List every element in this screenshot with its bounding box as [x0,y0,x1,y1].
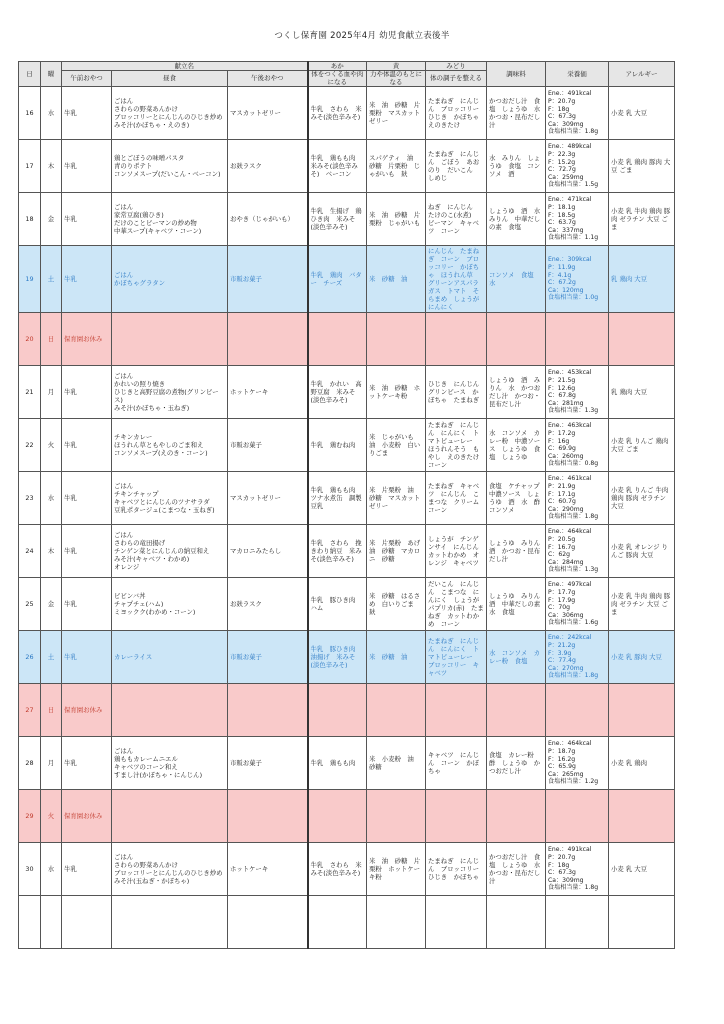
ki-cell: スパゲティ 油 砂糖 片栗粉 じゃがいも 麸 [367,140,426,193]
weekday-cell: 金 [41,193,62,246]
weekday-cell: 火 [41,419,62,472]
allergy-cell: 小麦 乳 牛肉 鶏肉 豚肉 ゼラチン 大豆 ごま [609,578,675,631]
day-cell: 26 [19,631,41,684]
day-cell: 25 [19,578,41,631]
nutrition-cell: Ene.：489kcal P：22.3g F：15.2g C：72.7g Ca：259mg 食塩相当量：1.5g [546,140,609,193]
seasoning-cell: 水 みりん しょうゆ 食塩 コンソメ 酒 [487,140,546,193]
table-row [19,843,675,896]
midori-cell: たまねぎ にんじん ごぼう あおのり だいこん しめじ [426,140,487,193]
midori-cell: たまねぎ にんじん ブロッコリー ひじき かぼちゃ [426,843,487,896]
morning-cell: 牛乳 [62,87,112,140]
aka-cell: 牛乳 鶏むね肉 [308,419,367,472]
seasoning-cell [487,790,546,843]
weekday-cell: 水 [41,87,62,140]
empty-cell [546,896,609,949]
aka-cell: 牛乳 さわら 米みそ(淡色辛みそ) [308,87,367,140]
weekday-cell: 火 [41,790,62,843]
nutrition-cell: Ene.：463kcal P：17.2g F：16g C：69.9g Ca：260mg 食塩相当量：0.8g [546,419,609,472]
allergy-cell: 乳 鶏肉 大豆 [609,246,675,313]
menu-table [18,61,675,949]
afternoon-cell: ホットケーキ [228,843,308,896]
midori-cell [426,313,487,366]
midori-cell: ねぎ にんじん たけのこ(水煮) ピーマン キャベツ コーン [426,193,487,246]
weekday-cell: 土 [41,246,62,313]
lunch-cell: ごはん かぼちゃグラタン [112,246,228,313]
header-aka-sub: 体をつくる血や肉になる [308,71,367,87]
weekday-cell: 月 [41,737,62,790]
afternoon-cell: お麸ラスク [228,578,308,631]
aka-cell [308,684,367,737]
afternoon-cell: マスカットゼリー [228,472,308,525]
day-cell: 23 [19,472,41,525]
aka-cell [308,313,367,366]
afternoon-cell: おやき（じゃがいも） [228,193,308,246]
empty-cell [112,896,228,949]
morning-cell: 保育園お休み [62,684,112,737]
midori-cell: たまねぎ キャベツ にんじん こまつな クリームコーン [426,472,487,525]
lunch-cell: ごはん チキンチャップ キャベツとにんじんのツナサラダ 豆乳ポタージュ(こまつな・玉ねぎ) [112,472,228,525]
empty-cell [41,896,62,949]
day-cell: 19 [19,246,41,313]
allergy-cell: 小麦 乳 オレンジ りんご 豚肉 大豆 [609,525,675,578]
lunch-cell: ごはん さわらの野菜あんかけ ブロッコリーとにんじんのひじき炒め みそ汁(玉ねぎ・かぼちゃ) [112,843,228,896]
nutrition-cell: Ene.：464kcal P：20.5g F：16.7g C：62g Ca：284mg 食塩相当量：1.3g [546,525,609,578]
empty-cell [367,896,426,949]
table-row [19,684,675,737]
morning-cell: 保育園お休み [62,790,112,843]
lunch-cell: カレーライス [112,631,228,684]
lunch-cell: ごはん さわらの野菜あんかけ ブロッコリーとにんじんのひじき炒め みそ汁(かぼちゃ・えのき) [112,87,228,140]
ki-cell [367,313,426,366]
seasoning-cell: かつおだし汁 食塩 しょうゆ 水 かつお・昆布だし汁 [487,87,546,140]
day-cell: 17 [19,140,41,193]
header-day: 日 [19,62,41,87]
weekday-cell: 土 [41,631,62,684]
midori-cell: しょうが チンゲンサイ にんじん カットわかめ オレンジ キャベツ [426,525,487,578]
ki-cell [367,790,426,843]
weekday-cell: 木 [41,525,62,578]
aka-cell: 牛乳 鶏もも肉 ツナ水煮缶 調製豆乳 [308,472,367,525]
allergy-cell [609,313,675,366]
day-cell: 20 [19,313,41,366]
allergy-cell: 小麦 乳 大豆 [609,87,675,140]
allergy-cell: 小麦 乳 牛肉 鶏肉 豚肉 ゼラチン 大豆 ごま [609,193,675,246]
day-cell: 24 [19,525,41,578]
afternoon-cell: マスカットゼリー [228,87,308,140]
ki-cell: 米 砂糖 油 [367,246,426,313]
morning-cell: 牛乳 [62,525,112,578]
midori-cell: たまねぎ にんじん にんにく トマトピューレー ブロッコリー キャベツ [426,631,487,684]
day-cell: 30 [19,843,41,896]
midori-cell: キャベツ にんじん コーン かぼちゃ [426,737,487,790]
table-row-empty [19,896,675,949]
seasoning-cell: 食塩 カレー粉 酢 しょうゆ かつおだし汁 [487,737,546,790]
allergy-cell: 小麦 乳 豚肉 大豆 [609,631,675,684]
table-row [19,790,675,843]
header-seasoning: 調味料 [487,62,546,87]
header-lunch: 昼食 [112,71,228,87]
day-cell: 16 [19,87,41,140]
allergy-cell: 乳 鶏肉 大豆 [609,366,675,419]
nutrition-cell: Ene.：453kcal P：21.5g F：12.6g C：67.8g Ca：281mg 食塩相当量：1.3g [546,366,609,419]
midori-cell [426,790,487,843]
header-ki: 黄 [367,62,426,71]
header-morning: 午前おやつ [62,71,112,87]
table-row [19,578,675,631]
aka-cell: 牛乳 豚ひき肉 油揚げ 米みそ(淡色辛みそ) [308,631,367,684]
lunch-cell: ビビンバ丼 チャプチェ(ハム) ミヨックク(わかめ・コーン) [112,578,228,631]
empty-cell [487,896,546,949]
seasoning-cell: しょうゆ みりん 酒 中華だしの素 水 食塩 [487,578,546,631]
midori-cell: たまねぎ にんじん ブロッコリー ひじき かぼちゃ えのきたけ [426,87,487,140]
day-cell: 27 [19,684,41,737]
midori-cell: たまねぎ にんじん にんにく トマトピューレー ほうれんそう もやし えのきたけ コーン [426,419,487,472]
seasoning-cell [487,313,546,366]
header-midori: みどり [426,62,487,71]
afternoon-cell [228,790,308,843]
day-cell: 22 [19,419,41,472]
ki-cell: 米 油 砂糖 片栗粉 じゃがいも [367,193,426,246]
table-row [19,472,675,525]
seasoning-cell: コンソメ 食塩 水 [487,246,546,313]
morning-cell: 牛乳 [62,843,112,896]
header-afternoon: 午後おやつ [228,71,308,87]
afternoon-cell: 市販お菓子 [228,419,308,472]
aka-cell [308,790,367,843]
weekday-cell: 水 [41,843,62,896]
ki-cell: 米 油 砂糖 片栗粉 マスカットゼリー [367,87,426,140]
morning-cell: 牛乳 [62,631,112,684]
seasoning-cell: しょうゆ 酒 水 みりん 中華だしの素 食塩 [487,193,546,246]
nutrition-cell: Ene.：497kcal P：17.7g F：17.9g C：70g Ca：306mg 食塩相当量：1.6g [546,578,609,631]
ki-cell: 米 片栗粉 あげ油 砂糖 マカロニ 砂糖 [367,525,426,578]
empty-cell [228,896,308,949]
afternoon-cell: 市販お菓子 [228,631,308,684]
nutrition-cell [546,313,609,366]
nutrition-cell: Ene.：242kcal P：21.2g F：3.9g C：77.4g Ca：270mg 食塩相当量：1.8g [546,631,609,684]
morning-cell: 牛乳 [62,366,112,419]
page-title: つくし保育園 2025年4月 幼児食献立表後半 [274,31,450,41]
lunch-cell: ごはん 家常豆腐(鶏ひき) だけのことピーマンの炒め物 中華スープ(キャベツ・コーン) [112,193,228,246]
header-midori-sub: 体の調子を整える [426,71,487,87]
allergy-cell: 小麦 乳 りんご 牛肉 鶏肉 豚肉 ゼラチン 大豆 [609,472,675,525]
nutrition-cell: Ene.：471kcal P：18.1g F：18.5g C：63.7g Ca：337mg 食塩相当量：1.1g [546,193,609,246]
weekday-cell: 日 [41,684,62,737]
aka-cell: 牛乳 さわら 挽きわり納豆 米みそ(淡色辛みそ) [308,525,367,578]
table-row [19,631,675,684]
empty-cell [62,896,112,949]
table-row [19,313,675,366]
lunch-cell: ごはん かれいの照り焼き ひじきと高野豆腐の煮物(グリンピース) みそ汁(かぼちゃ・玉ねぎ) [112,366,228,419]
header-nutrition: 栄養価 [546,62,609,87]
seasoning-cell: 食塩 ケチャップ 中濃ソース しょうゆ 酒 水 酢 コンソメ [487,472,546,525]
lunch-cell: 鶏とごぼうの味噌パスタ 青のりポテト コンソメスープ(だいこん・ベーコン) [112,140,228,193]
afternoon-cell [228,313,308,366]
lunch-cell: ごはん さわらの竜田揚げ チンゲン菜とにんじんの納豆和え みそ汁(キャベツ・わかめ) オレンジ [112,525,228,578]
ki-cell: 米 砂糖 油 [367,631,426,684]
lunch-cell: ごはん 鶏ももカレームニエル キャベツのコーン和え すまし汁(かぼちゃ・にんじん) [112,737,228,790]
morning-cell: 牛乳 [62,246,112,313]
morning-cell: 牛乳 [62,737,112,790]
lunch-cell [112,790,228,843]
nutrition-cell: Ene.：461kcal P：21.9g F：17.1g C：60.7g Ca：290mg 食塩相当量：1.8g [546,472,609,525]
lunch-cell: チキンカレー ほうれん草ともやしのごま和え コンソメスープ(えのき・コーン) [112,419,228,472]
afternoon-cell: 市販お菓子 [228,246,308,313]
nutrition-cell [546,790,609,843]
ki-cell [367,684,426,737]
afternoon-cell [228,684,308,737]
table-row [19,87,675,140]
table-row [19,366,675,419]
empty-cell [308,896,367,949]
midori-cell: にんじん たまねぎ コーン ブロッコリー かぼちゃ ほうれん草 グリーンアスパラガス トマト そらまめ しょうが にんにく [426,246,487,313]
ki-cell: 米 小麦粉 油 砂糖 [367,737,426,790]
nutrition-cell: Ene.：491kcal P：20.7g F：18g C：67.3g Ca：309mg 食塩相当量：1.8g [546,843,609,896]
table-row [19,419,675,472]
weekday-cell: 日 [41,313,62,366]
morning-cell: 牛乳 [62,578,112,631]
ki-cell: 米 油 砂糖 ホットケーキ粉 [367,366,426,419]
weekday-cell: 金 [41,578,62,631]
day-cell: 21 [19,366,41,419]
empty-cell [19,896,41,949]
weekday-cell: 月 [41,366,62,419]
morning-cell: 保育園お休み [62,313,112,366]
afternoon-cell: 市販お菓子 [228,737,308,790]
nutrition-cell: Ene.：464kcal P：18.7g F：16.2g C：65.9g Ca：265mg 食塩相当量：1.2g [546,737,609,790]
midori-cell: だいこん にんじん こまつな にんにく しょうが パプリカ(赤) たまねぎ カットわかめ コーン [426,578,487,631]
ki-cell: 米 砂糖 はるさめ 白いりごま 麸 [367,578,426,631]
ki-cell: 米 片栗粉 油 砂糖 マスカットゼリー [367,472,426,525]
weekday-cell: 水 [41,472,62,525]
table-row [19,525,675,578]
morning-cell: 牛乳 [62,193,112,246]
header-weekday: 曜 [41,62,62,87]
afternoon-cell: お麸ラスク [228,140,308,193]
empty-cell [609,896,675,949]
day-cell: 18 [19,193,41,246]
midori-cell [426,684,487,737]
seasoning-cell: 水 コンソメ カレー粉 食塩 [487,631,546,684]
header-allergy: アレルギー [609,62,675,87]
aka-cell: 牛乳 鶏肉 バター チーズ [308,246,367,313]
seasoning-cell: 水 コンソメ カレー粉 中濃ソース しょうゆ 食塩 しょうゆ [487,419,546,472]
menu-body [19,87,675,949]
nutrition-cell: Ene.：491kcal P：20.7g F：18g C：67.3g Ca：309mg 食塩相当量：1.8g [546,87,609,140]
aka-cell: 牛乳 鶏もも肉 米みそ(淡色辛みそ) ベーコン [308,140,367,193]
nutrition-cell: Ene.：309kcal P：11.9g F：4.1g C：67.2g Ca：120mg 食塩相当量：1.0g [546,246,609,313]
morning-cell: 牛乳 [62,472,112,525]
seasoning-cell [487,684,546,737]
header-menu-group: 献立名 [62,62,308,71]
empty-cell [426,896,487,949]
allergy-cell: 小麦 乳 鶏肉 [609,737,675,790]
allergy-cell [609,790,675,843]
table-row [19,193,675,246]
seasoning-cell: しょうゆ 酒 みりん 水 かつおだし汁 かつお・昆布だし汁 [487,366,546,419]
day-cell: 29 [19,790,41,843]
ki-cell: 米 油 砂糖 片栗粉 ホットケーキ粉 [367,843,426,896]
seasoning-cell: しょうゆ みりん 酒 かつお・昆布だし汁 [487,525,546,578]
nutrition-cell [546,684,609,737]
table-row [19,737,675,790]
allergy-cell: 小麦 乳 大豆 [609,843,675,896]
allergy-cell: 小麦 乳 鶏肉 豚肉 大豆 ごま [609,140,675,193]
allergy-cell: 小麦 乳 りんご 鶏肉 大豆 ごま [609,419,675,472]
afternoon-cell: マカロニみたらし [228,525,308,578]
table-row [19,246,675,313]
aka-cell: 牛乳 豚ひき肉 ハム [308,578,367,631]
aka-cell: 牛乳 鶏もも肉 [308,737,367,790]
morning-cell: 牛乳 [62,140,112,193]
afternoon-cell: ホットケーキ [228,366,308,419]
morning-cell: 牛乳 [62,419,112,472]
aka-cell: 牛乳 さわら 米みそ(淡色辛みそ) [308,843,367,896]
header-ki-sub: 力や体温のもとになる [367,71,426,87]
midori-cell: ひじき にんじん グリンピース かぼちゃ たまねぎ [426,366,487,419]
day-cell: 28 [19,737,41,790]
allergy-cell [609,684,675,737]
aka-cell: 牛乳 かれい 高野豆腐 米みそ(淡色辛みそ) [308,366,367,419]
table-row [19,140,675,193]
aka-cell: 牛乳 生揚げ 鶏ひき肉 米みそ(淡色辛みそ) [308,193,367,246]
ki-cell: 米 じゃがいも 油 小麦粉 白いりごま [367,419,426,472]
lunch-cell [112,684,228,737]
weekday-cell: 木 [41,140,62,193]
seasoning-cell: かつおだし汁 食塩 しょうゆ 水 かつお・昆布だし汁 [487,843,546,896]
header-aka: あか [308,62,367,71]
lunch-cell [112,313,228,366]
